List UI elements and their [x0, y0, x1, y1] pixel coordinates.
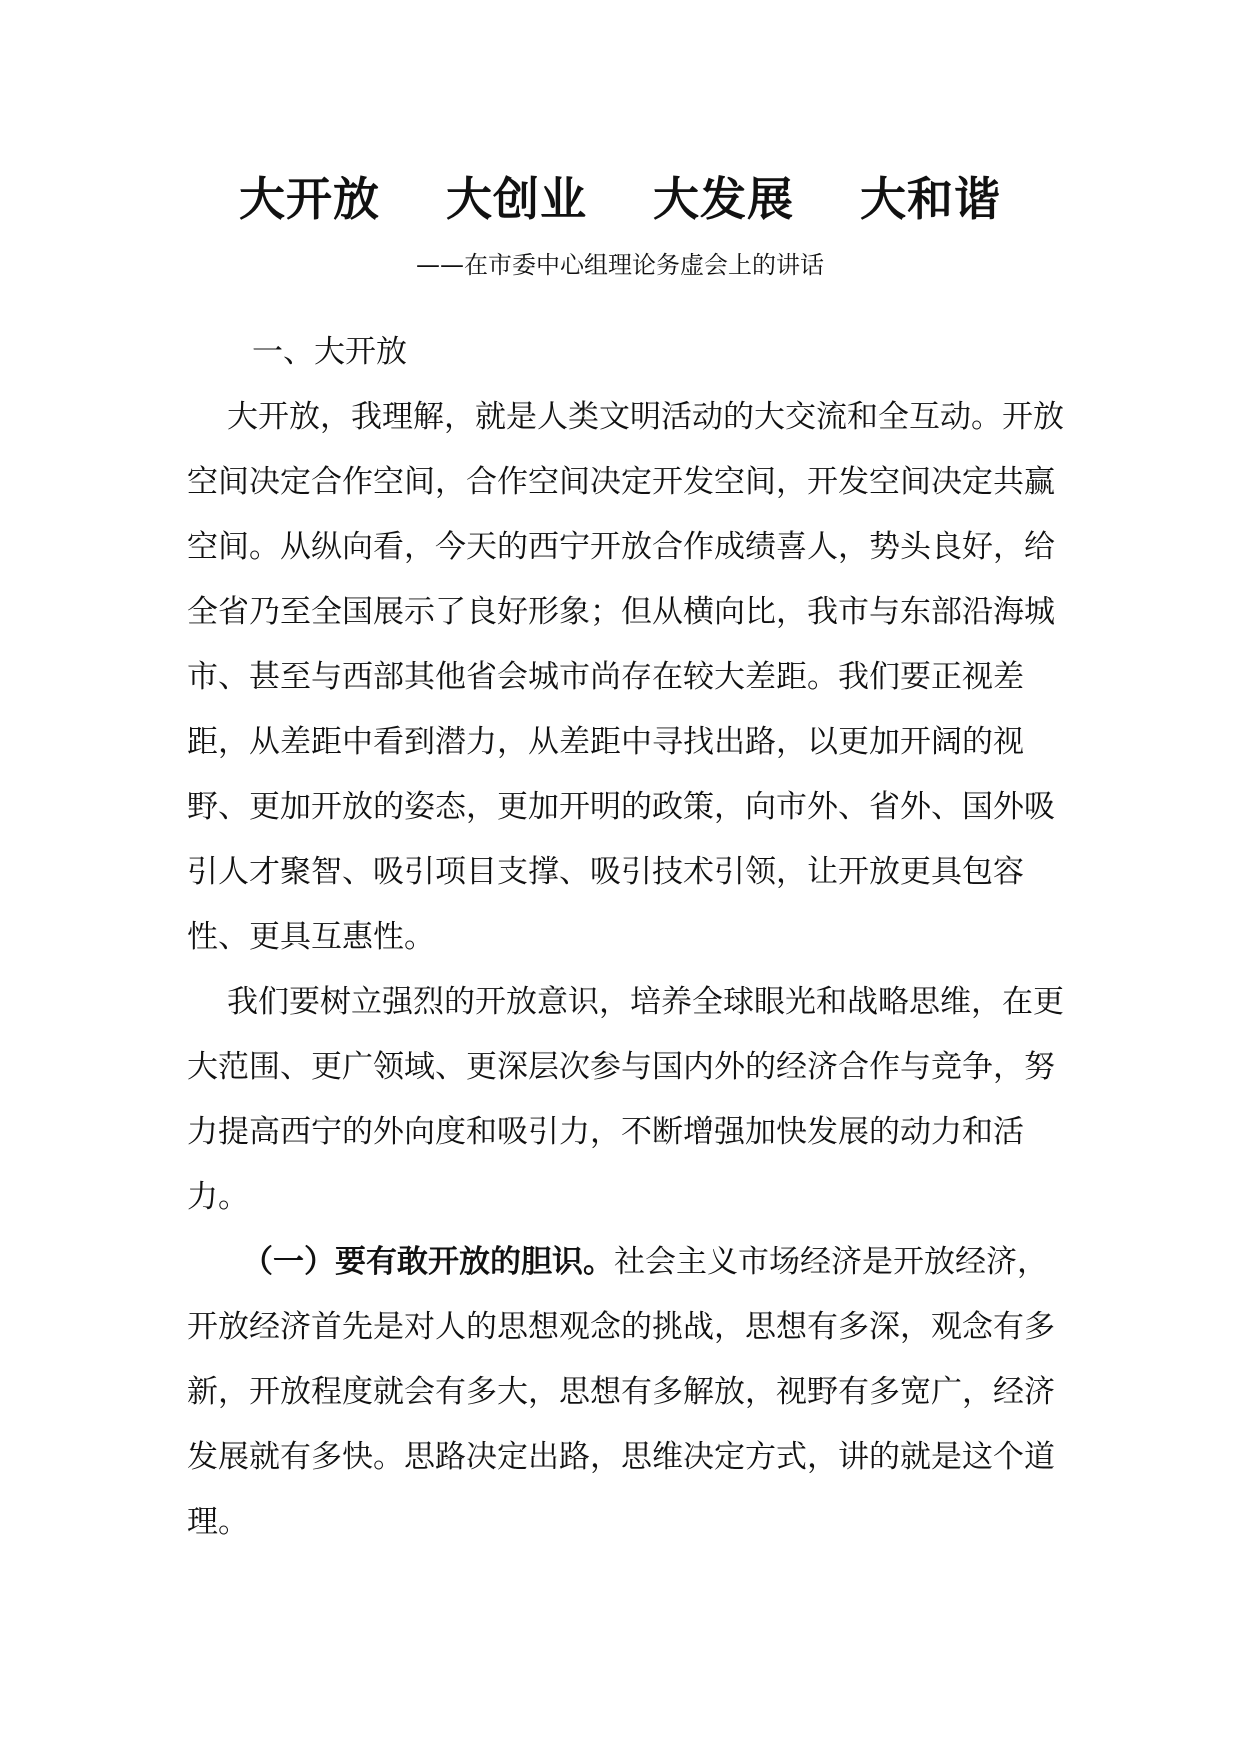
document-subtitle: ——在市委中心组理论务虚会上的讲话 [416, 251, 824, 279]
document-title: 大开放 大创业 大发展 大和谐 [238, 172, 1002, 226]
paragraph: 大开放，我理解，就是人类文明活动的大交流和全互动。开放空间决定合作空间，合作空间决定开发空间，开发空间决定共赢空间。从纵向看，今天的西宁开放合作成绩喜人，势头良好，给全省乃至全国展示了良好形象；但从横向比，我市与东部沿海城市、甚至与西部其他省会城市尚存在较大差距。我们要正视差距，从差距中看到潜力，从差距中寻找出路，以更加开阔的视野、更加开放的姿态，更加开明的政策，向市外、省外、国外吸引人才聚智、吸引项目支撑、吸引技术引领，让开放更具包容性、更具互惠性。 [187, 399, 1064, 955]
paragraph [187, 1230, 1067, 1555]
document-body [187, 320, 1067, 1555]
paragraph-text: 社会主义市场经济是开放经济，开放经济首先是对人的思想观念的挑战，思想有多深，观念有多新，开放程度就会有多大，思想有多解放，视野有多宽广，经济发展就有多快。思路决定出路，思维决定方式，讲的就是这个道理。 [187, 1244, 1055, 1540]
subsection-heading: （一）要有敢开放的胆识。 [242, 1244, 614, 1280]
paragraph: 我们要树立强烈的开放意识，培养全球眼光和战略思维，在更大范围、更广领域、更深层次参与国内外的经济合作与竞争，努力提高西宁的外向度和吸引力，不断增强加快发展的动力和活力。 [187, 984, 1064, 1215]
section-heading: 一、大开放 [252, 334, 407, 370]
